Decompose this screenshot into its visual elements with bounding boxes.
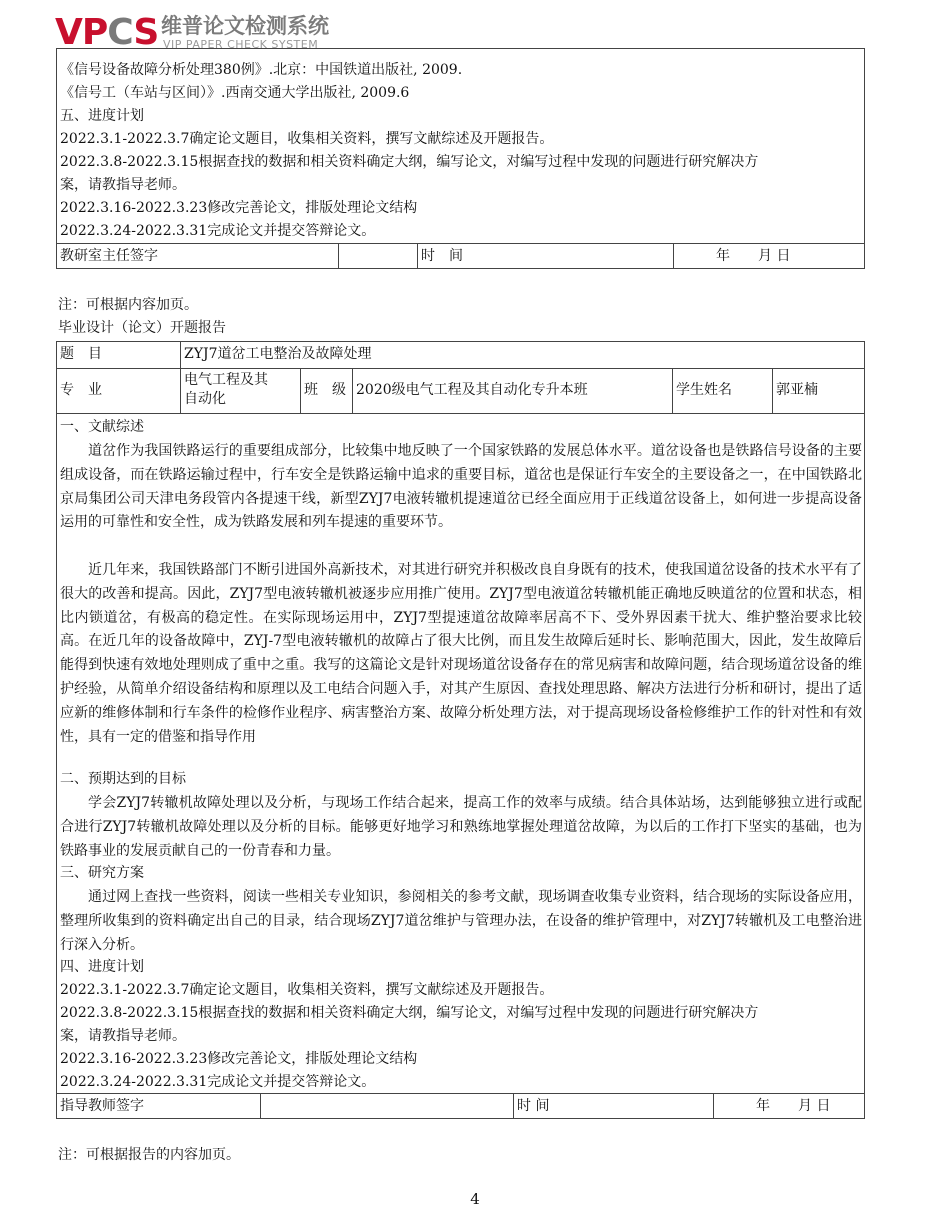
director-signature-row <box>56 243 865 269</box>
schedule-line: 2022.3.16-2022.3.23修改完善论文，排版处理论文结构 <box>60 200 418 216</box>
advisor-signature-field <box>261 1094 514 1118</box>
reference-line: 《信号工（车站与区间）》.西南交通大学出版社, 2009.6 <box>60 85 410 101</box>
schedule-line: 2022.3.1-2022.3.7确定论文题目，收集相关资料，撰写文献综述及开题报告。 <box>60 131 554 147</box>
schedule-line: 2022.3.8-2022.3.15根据查找的数据和相关资料确定大纲，编写论文，对编写过程中发现的问题进行研究解决方 <box>60 1005 759 1021</box>
time-label: 时 间 <box>514 1094 714 1118</box>
report-title: 毕业设计（论文）开题报告 <box>58 320 226 336</box>
report-info-table <box>56 341 865 414</box>
section-heading: 二、预期达到的目标 <box>60 771 186 787</box>
director-signature-label: 教研室主任签字 <box>57 244 339 268</box>
reference-line: 《信号设备故障分析处理380例》.北京：中国铁道出版社, 2009. <box>60 62 463 78</box>
schedule-line: 2022.3.1-2022.3.7确定论文题目，收集相关资料，撰写文献综述及开题报告。 <box>60 982 554 998</box>
date-label: 年 月 日 <box>716 248 791 264</box>
paragraph: 通过网上查找一些资料，阅读一些相关专业知识，参阅相关的参考文献，现场调查收集专业资料，结合现场的实际设备应用，整理所收集到的资料确定出自己的目录，结合现场ZYJ7道岔维护与管理办法，在设备的维护管理中，对ZYJ7转辙机及工电整治进行深入分析。 <box>60 889 862 953</box>
schedule-line: 2022.3.8-2022.3.15根据查找的数据和相关资料确定大纲，编写论文，对编写过程中发现的问题进行研究解决方 <box>60 154 759 170</box>
logo-name-en: VIP PAPER CHECK SYSTEM <box>163 38 319 51</box>
topic-value: ZYJ7道岔工电整治及故障处理 <box>184 346 372 362</box>
date-label: 年 月 日 <box>756 1098 831 1114</box>
student-info-row <box>57 369 864 413</box>
class-value: 2020级电气工程及其自动化专升本班 <box>353 369 673 413</box>
note: 注：可根据内容加页。 <box>58 297 198 313</box>
schedule-line: 2022.3.16-2022.3.23修改完善论文，排版处理论文结构 <box>60 1051 418 1067</box>
paragraph: 近几年来，我国铁路部门不断引进国外高新技术，对其进行研究并积极改良自身既有的技术，使我国道岔设备的技术水平有了很大的改善和提高。因此，ZYJ7型电液转辙机被逐步应用推广使用。ZYJ7型电液道岔转辙机能正确地反映道岔的位置和状态，相比内锁道岔，有极高的稳定性。在实际现场运用中，ZYJ7型提速道岔故障率居高不下、受外界因素干扰大、维护整治要求比较高。在近几年的设备故障中，ZYJ-7型电液转辙机的故障占了很大比例，而且发生故障后延时长、影响范围大，因此，发生故障后能得到快速有效地处理则成了重中之重。我写的这篇论文是针对现场道岔设备存在的常见病害和故障问题，结合现场道岔设备的维护经验，从简单介绍设备结构和原理以及工电结合问题入手，对其产生原因、查找处理思路、解决方法进行分析和研讨，提出了适应新的维修体制和行车条件的检修作业程序、病害整治方案、故障分析处理方法，对于提高现场设备检修维护工作的针对性和有效性，具有一定的借鉴和指导作用 <box>60 562 862 745</box>
section-heading: 四、进度计划 <box>60 959 144 975</box>
advisor-signature-row <box>56 1093 865 1119</box>
time-label: 时 间 <box>418 244 674 268</box>
class-label: 班 级 <box>301 369 353 413</box>
schedule-line: 2022.3.24-2022.3.31完成论文并提交答辩论文。 <box>60 1074 376 1090</box>
logo-mark: VPCS <box>55 12 159 53</box>
major-value-line: 电气工程及其 <box>184 372 268 388</box>
logo-name-cn: 维普论文检测系统 <box>161 14 329 38</box>
schedule-line: 案，请教指导老师。 <box>60 1028 186 1044</box>
section-heading: 五、进度计划 <box>60 108 144 124</box>
schedule-section-top <box>56 48 865 269</box>
student-name-label: 学生姓名 <box>673 369 773 413</box>
topic-label: 题 目 <box>57 342 181 368</box>
major-value-line: 自动化 <box>184 391 226 407</box>
schedule-line: 2022.3.24-2022.3.31完成论文并提交答辩论文。 <box>60 223 376 239</box>
director-signature-field <box>339 244 418 268</box>
schedule-line: 案，请教指导老师。 <box>60 177 186 193</box>
major-label: 专 业 <box>57 369 181 413</box>
topic-row <box>57 342 864 369</box>
paragraph: 道岔作为我国铁路运行的重要组成部分，比较集中地反映了一个国家铁路的发展总体水平。道岔设备也是铁路信号设备的主要组成设备，而在铁路运输过程中，行车安全是铁路运输中追求的重要目标，道岔也是保证行车安全的主要设备之一，在中国铁路北京局集团公司天津电务段管内各提速干线，新型ZYJ7电液转辙机提速道岔已经全面应用于正线道岔设备上，如何进一步提高设备运用的可靠性和安全性，成为铁路发展和列车提速的重要环节。 <box>60 443 862 531</box>
major-value <box>181 369 301 413</box>
proposal-body <box>56 413 865 1096</box>
section-heading: 三、研究方案 <box>60 865 144 881</box>
paragraph: 学会ZYJ7转辙机故障处理以及分析，与现场工作结合起来，提高工作的效率与成绩。结合具体站场，达到能够独立进行或配合进行ZYJ7转辙机故障处理以及分析的目标。能够更好地学习和熟练地掌握处理道岔故障，为以后的工作打下坚实的基础，也为铁路事业的发展贡献自己的一份青春和力量。 <box>60 795 862 859</box>
note: 注：可根据报告的内容加页。 <box>58 1147 240 1163</box>
advisor-signature-label: 指导教师签字 <box>57 1094 261 1118</box>
section-heading: 一、文献综述 <box>60 419 144 435</box>
page-number: 4 <box>470 1190 480 1208</box>
student-name-value: 郭亚楠 <box>776 382 818 398</box>
